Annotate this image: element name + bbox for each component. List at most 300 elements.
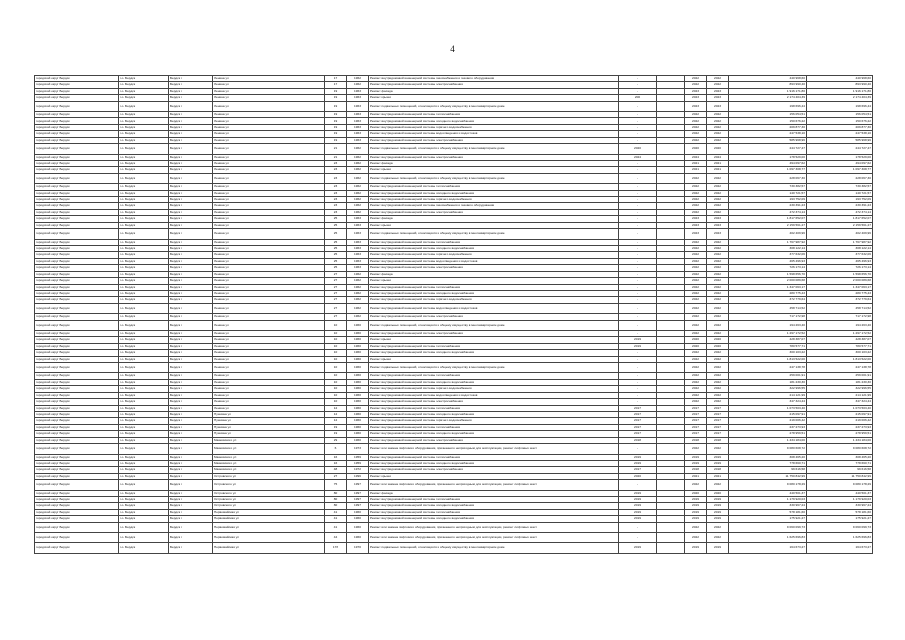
cell-planned-year: - [619,216,657,222]
cell-house-number: 19 [325,112,347,118]
cell-street: Ленина ул [213,379,325,385]
cell-end-year: 2020 [707,343,729,349]
cell-cost: 2 000 089,68 [729,278,807,284]
cell-start-year: 2022 [685,291,707,297]
cell-work-type: Ремонт внутридомовой инженерной системы холодного водоснабжения [369,460,619,466]
cell-street: Ленина ул [213,184,325,190]
cell-district: г.о. Бердск [119,271,169,277]
cell-build-year: 1960 [347,424,369,430]
cell-district: г.о. Бердск [119,167,169,173]
cell-municipality: городской округ Бердск [35,209,119,215]
table-row [35,522,873,532]
cell-district: г.о. Бердск [119,509,169,515]
cell-city: Бердск г [169,386,213,392]
cell-end-year: 2017 [707,405,729,411]
cell-planned-year: 2017 [619,405,657,411]
cell-start-year: 2020 [685,337,707,343]
cell-work-type: Ремонт внутридомовой инженерной системы теплоснабжения [369,239,619,245]
cell-end-year: 2022 [707,239,729,245]
cell-city: Бердск г [169,337,213,343]
cell-planned-year: 2019 [619,343,657,349]
cell-municipality: городской округ Бердск [35,509,119,515]
cell-municipality: городской округ Бердск [35,252,119,258]
cell-work-type: Ремонт крыши [369,278,619,284]
cell-build-year: 1963 [347,95,369,101]
cell-start-year: 2022 [685,118,707,124]
cell-city: Бердск г [169,95,213,101]
cell-cost: 1 625 696,83 [729,533,807,543]
cell-city: Бердск г [169,320,213,330]
cell-district: г.о. Бердск [119,118,169,124]
cell-end-year: 2022 [707,190,729,196]
cell-street: Ленина ул [213,229,325,239]
cell-municipality: городской округ Бердск [35,229,119,239]
cell-end-year: 2019 [707,460,729,466]
cell-build-year: 1962 [347,167,369,173]
cell-work-type: Ремонт внутридомовой инженерной системы горячего водоснабжения [369,197,619,203]
table-row [35,101,873,111]
cell-end-year: 2021 [707,473,729,479]
cell-build-year: 1962 [347,203,369,209]
cell-stage [657,444,685,454]
cell-start-year: 2022 [685,271,707,277]
cell-city: Бердск г [169,444,213,454]
cell-street: Маяковского ул [213,444,325,454]
cell-work-type: Ремонт внутридомовой инженерной системы водоотведения и водостоков [369,258,619,264]
cell-cost: 494 097,62 [729,160,807,166]
cell-municipality: городской округ Бердск [35,405,119,411]
cell-house-number: 16 [325,454,347,460]
cell-build-year: 1960 [347,399,369,405]
cell-build-year: 1962 [347,190,369,196]
cell-work-type: Ремонт внутридомовой инженерной системы теплоснабжения [369,373,619,379]
cell-build-year: 1962 [347,160,369,166]
cell-city: Бердск г [169,314,213,320]
cell-municipality: городской округ Бердск [35,167,119,173]
cell-house-number: 80 [325,503,347,509]
table-row [35,363,873,373]
cell-end-year: 2022 [707,314,729,320]
cell-municipality: городской округ Бердск [35,184,119,190]
cell-city: Бердск г [169,131,213,137]
cell-end-year: 2022 [707,131,729,137]
cell-stage [657,533,685,543]
cell-work-type: Ремонт внутридомовой инженерной системы водоотведения и водостоков [369,392,619,398]
cell-work-type: Ремонт внутридомовой инженерной системы горячего водоснабжения [369,418,619,424]
cell-work-type: Ремонт фасада [369,271,619,277]
cell-stage [657,320,685,330]
cell-end-year: 2018 [707,437,729,443]
cell-street: Первомайская ул [213,543,325,553]
cell-house-number: 17б [325,543,347,553]
cell-house-number: 27 [325,284,347,290]
cell-city: Бердск г [169,509,213,515]
cell-street: Ленина ул [213,124,325,130]
cell-cost: 214 121,99 [729,392,807,398]
cell-city: Бердск г [169,284,213,290]
cell-city: Бердск г [169,101,213,111]
cell-municipality: городской округ Бердск [35,330,119,336]
cell-work-type: Ремонт внутридомовой инженерной системы теплоснабжения [369,184,619,190]
cell-planned-year: - [619,167,657,173]
table-row [35,320,873,330]
cell-total-cost: 1 347 063,17 [807,284,873,290]
cell-district: г.о. Бердск [119,245,169,251]
cell-cost: 9 060 099,73 [729,522,807,532]
cell-end-year: 2022 [707,258,729,264]
cell-build-year: 1963 [347,252,369,258]
cell-city: Бердск г [169,418,213,424]
cell-start-year: 2022 [685,363,707,373]
cell-start-year: 2017 [685,405,707,411]
cell-planned-year: - [619,373,657,379]
cell-house-number: 48 [325,467,347,473]
cell-city: Бердск г [169,454,213,460]
cell-total-cost: 1 434 184,00 [807,437,873,443]
cell-street: Маяковского ул [213,467,325,473]
cell-street: Маяковского ул [213,437,325,443]
cell-city: Бердск г [169,373,213,379]
cell-municipality: городской округ Бердск [35,239,119,245]
cell-municipality: городской округ Бердск [35,386,119,392]
cell-planned-year: 2019 [619,454,657,460]
cell-build-year: 1963 [347,88,369,94]
cell-total-cost: 215 097,91 [807,412,873,418]
cell-end-year: 2021 [707,160,729,166]
cell-work-type: Ремонт внутридомовой инженерной системы электроснабжения [369,330,619,336]
cell-street: Ленина ул [213,284,325,290]
cell-stage [657,480,685,490]
cell-end-year: 2022 [707,112,729,118]
cell-house-number: 27 [325,271,347,277]
cell-cost: 377 632,06 [729,252,807,258]
cell-end-year: 2022 [707,297,729,303]
cell-cost: 372 779,64 [729,297,807,303]
cell-planned-year: - [619,209,657,215]
cell-cost: 156 054,51 [729,112,807,118]
cell-cost: 472 374,14 [729,209,807,215]
cell-end-year: 2022 [707,245,729,251]
cell-street: Островского ул [213,480,325,490]
cell-city: Бердск г [169,76,213,82]
cell-cost: 1 097 308,77 [729,167,807,173]
cell-cost: 440 501,37 [729,490,807,496]
cell-stage [657,173,685,183]
cell-start-year: 2019 [685,454,707,460]
cell-district: г.о. Бердск [119,444,169,454]
cell-district: г.о. Бердск [119,95,169,101]
cell-district: г.о. Бердск [119,203,169,209]
cell-total-cost: 247 538,10 [807,131,873,137]
cell-city: Бердск г [169,258,213,264]
cell-planned-year: 2019 [619,460,657,466]
cell-house-number: 25 [325,216,347,222]
cell-municipality: городской округ Бердск [35,101,119,111]
cell-cost: 1 073 503,40 [729,405,807,411]
cell-cost: 585 968,96 [729,137,807,143]
cell-street: Ленина ул [213,101,325,111]
cell-municipality: городской округ Бердск [35,278,119,284]
cell-start-year: 2022 [685,356,707,362]
cell-end-year: 2022 [707,197,729,203]
cell-start-year: 2019 [685,543,707,553]
cell-cost: 578 181,60 [729,509,807,515]
cell-end-year: 2022 [707,399,729,405]
cell-build-year: 1960 [347,337,369,343]
cell-city: Бердск г [169,490,213,496]
cell-cost: 193 752,09 [729,197,807,203]
cell-cost: 322 996,55 [729,386,807,392]
cell-total-cost: 494 097,62 [807,160,873,166]
cell-total-cost: 1 598 656,70 [807,271,873,277]
cell-municipality: городской округ Бердск [35,271,119,277]
cell-end-year: 2021 [707,167,729,173]
cell-district: г.о. Бердск [119,386,169,392]
cell-total-cost: 181 230,30 [807,379,873,385]
cell-start-year: 2022 [685,278,707,284]
cell-build-year: 1963 [347,131,369,137]
cell-total-cost: 778 660,71 [807,460,873,466]
cell-house-number: 10 [325,399,347,405]
cell-house-number: 25 [325,252,347,258]
cell-end-year: 2022 [707,350,729,356]
cell-municipality: городской округ Бердск [35,460,119,466]
cell-cost: 228 067,30 [729,173,807,183]
cell-work-type: Ремонт внутридомовой инженерной системы электроснабжения [369,467,619,473]
cell-cost: 1 598 656,70 [729,271,807,277]
cell-house-number: 6 [325,444,347,454]
cell-district: г.о. Бердск [119,184,169,190]
cell-house-number: 44 [325,533,347,543]
cell-end-year: 2022 [707,82,729,88]
cell-district: г.о. Бердск [119,124,169,130]
cell-city: Бердск г [169,118,213,124]
cell-work-type: Ремонт внутридомовой инженерной системы холодного водоснабжения [369,190,619,196]
cell-municipality: городской округ Бердск [35,444,119,454]
cell-planned-year: - [619,197,657,203]
cell-planned-year: - [619,124,657,130]
cell-build-year: 1962 [347,173,369,183]
cell-street: Ленина ул [213,252,325,258]
cell-build-year: 1962 [347,284,369,290]
cell-house-number: 19 [325,431,347,437]
cell-city: Бердск г [169,209,213,215]
cell-municipality: городской округ Бердск [35,284,119,290]
cell-city: Бердск г [169,222,213,228]
cell-stage [657,543,685,553]
cell-start-year: 2022 [685,350,707,356]
cell-start-year: 2022 [685,173,707,183]
cell-district: г.о. Бердск [119,252,169,258]
cell-street: Ленина ул [213,350,325,356]
cell-street: Ленина ул [213,190,325,196]
cell-work-type: Ремонт подвальных помещений, относящихся к общему имуществу в многоквартирном доме [369,101,619,111]
cell-start-year: 2022 [685,379,707,385]
cell-start-year: 2020 [685,343,707,349]
cell-city: Бердск г [169,239,213,245]
cell-end-year: 2017 [707,424,729,430]
cell-city: Бердск г [169,350,213,356]
cell-municipality: городской округ Бердск [35,431,119,437]
table-row [35,543,873,553]
cell-house-number: 10 [325,379,347,385]
cell-house-number: 17 [325,82,347,88]
cell-planned-year: - [619,522,657,532]
cell-end-year: 2020 [707,144,729,154]
cell-district: г.о. Бердск [119,454,169,460]
cell-district: г.о. Бердск [119,379,169,385]
cell-street: Пушкина ул [213,412,325,418]
cell-house-number: 25 [325,229,347,239]
cell-municipality: городской округ Бердск [35,216,119,222]
cell-cost: 1 813 522,00 [729,356,807,362]
cell-house-number: 21 [325,144,347,154]
cell-start-year: 2020 [685,490,707,496]
cell-planned-year: - [619,284,657,290]
cell-start-year: 2022 [685,137,707,143]
cell-municipality: городской округ Бердск [35,173,119,183]
cell-build-year: 1963 [347,124,369,130]
cell-city: Бердск г [169,431,213,437]
cell-house-number: 27 [325,278,347,284]
cell-end-year: 2023 [707,216,729,222]
cell-street: Ленина ул [213,265,325,271]
cell-build-year: 1970 [347,543,369,553]
cell-house-number: 17 [325,76,347,82]
cell-house-number: 27 [325,303,347,313]
cell-cost: 247 138,78 [729,363,807,373]
cell-house-number: 10 [325,343,347,349]
cell-end-year: 2023 [707,222,729,228]
cell-cost: 308 122,14 [729,245,807,251]
cell-build-year: 1962 [347,297,369,303]
cell-end-year: 2022 [707,271,729,277]
cell-build-year: 1962 [347,144,369,154]
cell-district: г.о. Бердск [119,460,169,466]
cell-end-year: 2022 [707,444,729,454]
cell-district: г.о. Бердск [119,291,169,297]
table-row [35,533,873,543]
cell-end-year: 2022 [707,480,729,490]
cell-end-year: 2022 [707,265,729,271]
cell-district: г.о. Бердск [119,216,169,222]
cell-start-year: 2023 [685,101,707,111]
cell-house-number: 23 [325,184,347,190]
cell-district: г.о. Бердск [119,314,169,320]
cell-cost: 198 696,44 [729,101,807,111]
cell-build-year: 1962 [347,271,369,277]
cell-house-number: 19 [325,95,347,101]
cell-end-year: 2017 [707,412,729,418]
cell-cost: 2 174 404,39 [729,95,807,101]
cell-planned-year: 2019 [619,337,657,343]
cell-end-year: 2017 [707,431,729,437]
cell-build-year: 1972 [347,467,369,473]
cell-municipality: городской округ Бердск [35,379,119,385]
cell-end-year: 2020 [707,490,729,496]
cell-city: Бердск г [169,190,213,196]
cell-house-number: 23 [325,197,347,203]
cell-total-cost: 9 080 178,29 [807,480,873,490]
table-row [35,480,873,490]
cell-street: Ленина ул [213,245,325,251]
cell-build-year: 1960 [347,405,369,411]
cell-street: Маяковского ул [213,454,325,460]
cell-street: Ленина ул [213,405,325,411]
cell-house-number: 27 [325,314,347,320]
cell-planned-year: - [619,303,657,313]
cell-house-number: 25 [325,258,347,264]
cell-end-year: 2023 [707,95,729,101]
cell-municipality: городской округ Бердск [35,112,119,118]
cell-street: Пушкина ул [213,424,325,430]
cell-planned-year: 2018 [619,437,657,443]
cell-end-year: 2017 [707,418,729,424]
cell-total-cost: 428 387,07 [807,337,873,343]
cell-planned-year: - [619,76,657,82]
cell-district: г.о. Бердск [119,209,169,215]
table-row [35,444,873,454]
cell-municipality: городской округ Бердск [35,496,119,502]
cell-street: Ленина ул [213,314,325,320]
cell-street: Ленина ул [213,216,325,222]
cell-build-year: 1973 [347,444,369,454]
cell-municipality: городской округ Бердск [35,190,119,196]
cell-cost: 1 434 184,00 [729,437,807,443]
cell-street: Ленина ул [213,392,325,398]
cell-build-year: 1960 [347,522,369,532]
cell-total-cost: 585 968,96 [807,137,873,143]
cell-house-number: 19 [325,137,347,143]
cell-total-cost: 259 001,91 [807,373,873,379]
cell-cost: 330 967,24 [729,503,807,509]
cell-street: Ленина ул [213,112,325,118]
cell-district: г.о. Бердск [119,490,169,496]
cell-total-cost: 1 097 308,77 [807,167,873,173]
cell-build-year: 1960 [347,386,369,392]
cell-district: г.о. Бердск [119,297,169,303]
cell-work-type: Ремонт внутридомовой инженерной системы водоотведения и водостоков [369,303,619,313]
cell-start-year: 2022 [685,522,707,532]
cell-start-year: 2018 [685,437,707,443]
cell-district: г.о. Бердск [119,363,169,373]
cell-cost: 9 080 178,29 [729,480,807,490]
cell-total-cost: 893 990,40 [807,82,873,88]
cell-house-number: 41 [325,522,347,532]
cell-municipality: городской округ Бердск [35,137,119,143]
cell-city: Бердск г [169,516,213,522]
cell-city: Бердск г [169,265,213,271]
cell-cost: 209 877,30 [729,124,807,130]
cell-municipality: городской округ Бердск [35,203,119,209]
cell-start-year: 2019 [685,496,707,502]
cell-total-cost: 209 877,30 [807,124,873,130]
cell-house-number: 25 [325,239,347,245]
cell-district: г.о. Бердск [119,82,169,88]
cell-total-cost: 717 172,98 [807,314,873,320]
cell-work-type: Ремонт или замена лифтового оборудования, признанного непригодным для эксплуатации, ремонт лифтовых шахт [369,444,619,454]
cell-cost: 150 676,22 [729,118,807,124]
cell-start-year: 2022 [685,197,707,203]
cell-planned-year: 2019 [619,509,657,515]
cell-planned-year: - [619,252,657,258]
cell-start-year: 2022 [685,373,707,379]
cell-total-cost: 164 673,27 [807,543,873,553]
cell-total-cost: 458 714,52 [807,303,873,313]
page-number: 4 [450,44,455,54]
cell-total-cost: 11 750 842,99 [807,473,873,479]
cell-end-year: 2023 [707,229,729,239]
